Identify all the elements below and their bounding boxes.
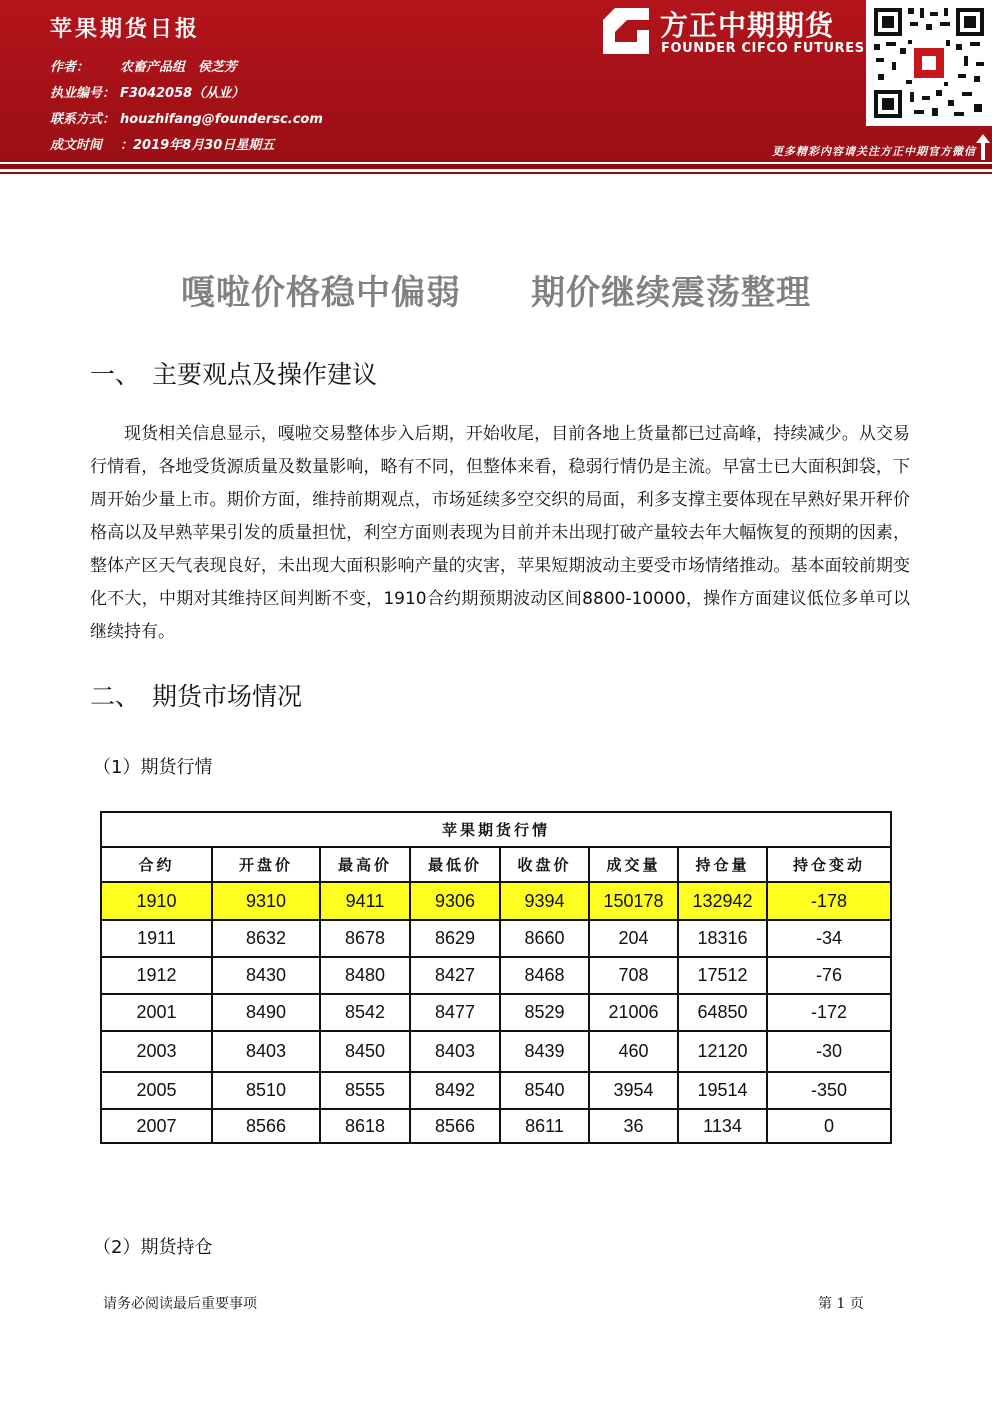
company-name-cn: 方正中期期货	[660, 9, 835, 42]
meta-value: houzhifang@foundersc.com	[120, 112, 323, 127]
column-header: 成交量	[589, 847, 678, 882]
banner-divider-thin	[0, 172, 992, 174]
table-row	[101, 994, 891, 1031]
meta-contact	[50, 108, 323, 127]
column-header: 最高价	[320, 847, 410, 882]
subheading-positions: （2）期货持仓	[93, 1237, 213, 1258]
table-cell: 8566	[410, 1109, 500, 1143]
table-cell: 8490	[212, 994, 320, 1031]
table-cell: 1910	[101, 882, 212, 920]
table-cell: 132942	[678, 882, 767, 920]
table-cell: 150178	[589, 882, 678, 920]
table-cell: -76	[767, 957, 891, 994]
wechat-tagline: 更多精彩内容请关注方正中期官方微信	[772, 145, 976, 158]
column-header: 最低价	[410, 847, 500, 882]
table-cell: 8632	[212, 920, 320, 957]
table-row	[101, 1031, 891, 1072]
table-cell: 2003	[101, 1031, 212, 1072]
column-header: 持仓变动	[767, 847, 891, 882]
table-cell: 8492	[410, 1072, 500, 1109]
table-cell: 2005	[101, 1072, 212, 1109]
meta-key: 作者：	[50, 60, 90, 75]
table-cell: 8439	[500, 1031, 589, 1072]
table-cell: 8660	[500, 920, 589, 957]
table-cell: 0	[767, 1109, 891, 1143]
section-number: 二、	[90, 682, 141, 711]
section-title: 期货市场情况	[152, 682, 303, 711]
founder-logo-icon	[603, 8, 649, 54]
table-cell: 9306	[410, 882, 500, 920]
table-cell: 8566	[212, 1109, 320, 1143]
table-cell: 8529	[500, 994, 589, 1031]
table-cell: 2007	[101, 1109, 212, 1143]
section-heading-1	[90, 355, 377, 391]
section-title: 主要观点及操作建议	[152, 360, 378, 389]
futures-quote-table	[100, 811, 890, 1144]
table-cell: 8540	[500, 1072, 589, 1109]
table-header-row	[101, 847, 891, 882]
table-cell: 8510	[212, 1072, 320, 1109]
meta-value: ：2019年8月30日星期五	[120, 138, 275, 153]
footer-disclaimer: 请务必阅读最后重要事项	[103, 1296, 257, 1312]
table-cell: 36	[589, 1109, 678, 1143]
table-cell: 8618	[320, 1109, 410, 1143]
table-cell: 3954	[589, 1072, 678, 1109]
subheading-quotes: （1）期货行情	[93, 757, 213, 778]
table-cell: 8427	[410, 957, 500, 994]
table-cell: -34	[767, 920, 891, 957]
table-cell: 8403	[212, 1031, 320, 1072]
table-cell: 204	[589, 920, 678, 957]
arrow-up-icon	[976, 134, 990, 160]
meta-key: 执业编号：	[50, 86, 116, 101]
banner-divider	[0, 164, 992, 169]
table-cell: 8477	[410, 994, 500, 1031]
column-header: 收盘价	[500, 847, 589, 882]
table-cell: 8430	[212, 957, 320, 994]
table-cell: 8555	[320, 1072, 410, 1109]
meta-value: 农畜产品组 侯芝芳	[120, 60, 238, 75]
table-cell: 19514	[678, 1072, 767, 1109]
column-header: 开盘价	[212, 847, 320, 882]
body-paragraph: 现货相关信息显示，嘎啦交易整体步入后期，开始收尾，目前各地上货量都已过高峰，持续减少。从交易行情看，各地受货源质量及数量影响，略有不同，但整体来看，稳弱行情仍是主流。早富士已大面积卸袋，下周开始少量上市。期价方面，维持前期观点，市场延续多空交织的局面，利多支撑主要体现在早熟好果开秤价格高以及早熟苹果引发的质量担忧，利空方面则表现为目前并未出现打破产量较去年大幅恢复的预期的因素，整体产区天气表现良好，未出现大面积影响产量的灾害，苹果短期波动主要受市场情绪推动。基本面较前期变化不大，中期对其维持区间判断不变，1910合约期预期波动区间8800-10000，操作方面建议低位多单可以继续持有。	[90, 424, 910, 642]
table-cell: 8542	[320, 994, 410, 1031]
table-cell: 8629	[410, 920, 500, 957]
header-banner	[0, 0, 992, 162]
table-cell: 1911	[101, 920, 212, 957]
meta-key: 联系方式：	[50, 112, 116, 127]
company-name-en: FOUNDER CIFCO FUTURES	[661, 41, 865, 56]
section-number: 一、	[90, 360, 141, 389]
table-row	[101, 957, 891, 994]
table-cell: 17512	[678, 957, 767, 994]
table-cell: 2001	[101, 994, 212, 1031]
table-cell: 8480	[320, 957, 410, 994]
table-cell: 8611	[500, 1109, 589, 1143]
meta-key: 成文时间	[50, 138, 103, 153]
meta-license	[50, 82, 244, 101]
meta-date	[50, 134, 274, 153]
table-cell: 12120	[678, 1031, 767, 1072]
meta-author	[50, 56, 237, 75]
table-caption: 苹果期货行情	[101, 812, 891, 847]
table-cell: 708	[589, 957, 678, 994]
section-heading-2	[90, 677, 302, 713]
title-right: 期价继续震荡整理	[531, 273, 811, 313]
table-cell: 460	[589, 1031, 678, 1072]
table-cell: 8678	[320, 920, 410, 957]
table-cell: -30	[767, 1031, 891, 1072]
table-cell: 1912	[101, 957, 212, 994]
table-row	[101, 920, 891, 957]
table-cell: 8450	[320, 1031, 410, 1072]
table-row-highlight	[101, 882, 891, 920]
meta-value: F3042058（从业）	[120, 86, 245, 101]
table-cell: 18316	[678, 920, 767, 957]
table-cell: 1134	[678, 1109, 767, 1143]
title-left: 嘎啦价格稳中偏弱	[181, 273, 461, 313]
table-cell: -178	[767, 882, 891, 920]
table-cell: 9310	[212, 882, 320, 920]
table-cell: -350	[767, 1072, 891, 1109]
page-title	[0, 265, 992, 314]
table-cell: 64850	[678, 994, 767, 1031]
table-cell: 8403	[410, 1031, 500, 1072]
report-name: 苹果期货日报	[50, 16, 201, 42]
table-cell: -172	[767, 994, 891, 1031]
column-header: 持仓量	[678, 847, 767, 882]
page-number: 第 1 页	[818, 1296, 864, 1312]
column-header: 合约	[101, 847, 212, 882]
table-cell: 21006	[589, 994, 678, 1031]
qr-code-icon	[866, 0, 992, 126]
table-row	[101, 1109, 891, 1143]
table-cell: 9411	[320, 882, 410, 920]
table-cell: 9394	[500, 882, 589, 920]
table-cell: 8468	[500, 957, 589, 994]
table-row	[101, 1072, 891, 1109]
